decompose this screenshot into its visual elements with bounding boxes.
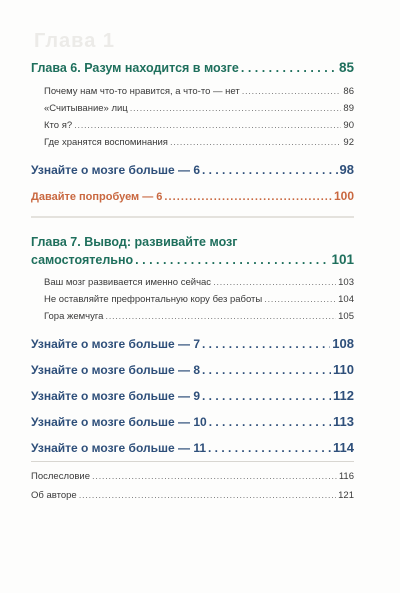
section-title: Ваш мозг развивается именно сейчас [44,277,212,288]
page-number: 112 [333,388,354,403]
page-number: 121 [338,490,354,501]
dot-leader [130,103,342,114]
learn-more-title: Узнайте о мозге больше — 11 [31,441,207,455]
page-number: 103 [338,277,354,288]
toc-section[interactable] [44,311,354,322]
dot-leader [202,363,331,377]
section-title: Почему нам что-то нравится, а что-то — нет [44,86,240,97]
toc-learn-more[interactable] [31,336,354,351]
section-divider [31,216,354,218]
toc-try-it[interactable] [31,189,354,203]
chapter-title-line1[interactable]: Глава 7. Вывод: развивайте мозг [31,235,238,249]
dot-leader [202,337,330,351]
dot-leader [79,490,336,501]
page-number: 113 [333,414,354,429]
dot-leader [202,389,331,403]
toc-afterword[interactable] [31,471,354,482]
page-number: 104 [338,294,354,305]
backmatter-title: Об авторе [31,490,77,501]
toc-learn-more[interactable] [31,440,354,455]
toc-section[interactable] [44,294,354,305]
toc-section[interactable] [44,137,354,148]
toc-section[interactable] [44,120,354,131]
page-number: 108 [332,336,354,351]
page-number: 86 [343,86,354,97]
learn-more-title: Узнайте о мозге больше — 7 [31,337,201,351]
backmatter-title: Послесловие [31,471,91,482]
toc-learn-more[interactable] [31,414,354,429]
page-number: 105 [338,311,354,322]
page-number: 85 [338,60,354,75]
page-number: 90 [343,120,354,131]
toc-section[interactable] [44,277,354,288]
page-number: 92 [343,137,354,148]
page-number: 116 [338,471,354,482]
dot-leader [202,163,338,177]
section-title: Кто я? [44,120,73,131]
dot-leader [209,415,331,429]
toc-learn-more[interactable] [31,362,354,377]
dot-leader [264,294,336,305]
dot-leader [164,191,332,203]
bleed-through-heading: Глава 1 [34,30,116,52]
toc-learn-more[interactable] [31,388,354,403]
section-divider [31,461,354,462]
dot-leader [170,137,341,148]
section-title: «Считывание» лиц [44,103,128,114]
dot-leader [208,441,331,455]
try-it-title: Давайте попробуем — 6 [31,191,163,203]
toc-learn-more[interactable] [31,162,354,177]
toc-chapter-7[interactable] [31,252,354,267]
dot-leader [74,120,341,131]
toc-chapter-6[interactable] [31,60,354,75]
section-title: Не оставляйте префронтальную кору без работы [44,294,263,305]
dot-leader [135,253,329,267]
chapter-title: Глава 6. Разум находится в мозге [31,61,239,75]
toc-section[interactable] [44,103,354,114]
page-number: 89 [343,103,354,114]
page-number: 110 [333,362,354,377]
section-title: Где хранятся воспоминания [44,137,168,148]
learn-more-title: Узнайте о мозге больше — 6 [31,163,201,177]
page-number: 101 [331,252,354,267]
dot-leader [213,277,336,288]
toc-about-author[interactable] [31,490,354,501]
page-number: 114 [333,440,354,455]
section-title: Гора жемчуга [44,311,104,322]
dot-leader [92,471,337,482]
dot-leader [241,61,337,75]
dot-leader [242,86,342,97]
chapter-title-line2: самостоятельно [31,253,134,267]
page-number: 100 [333,189,354,203]
dot-leader [105,311,336,322]
learn-more-title: Узнайте о мозге больше — 10 [31,415,207,429]
learn-more-title: Узнайте о мозге больше — 8 [31,363,201,377]
toc-section[interactable] [44,86,354,97]
learn-more-title: Узнайте о мозге больше — 9 [31,389,201,403]
page-number: 98 [339,162,354,177]
